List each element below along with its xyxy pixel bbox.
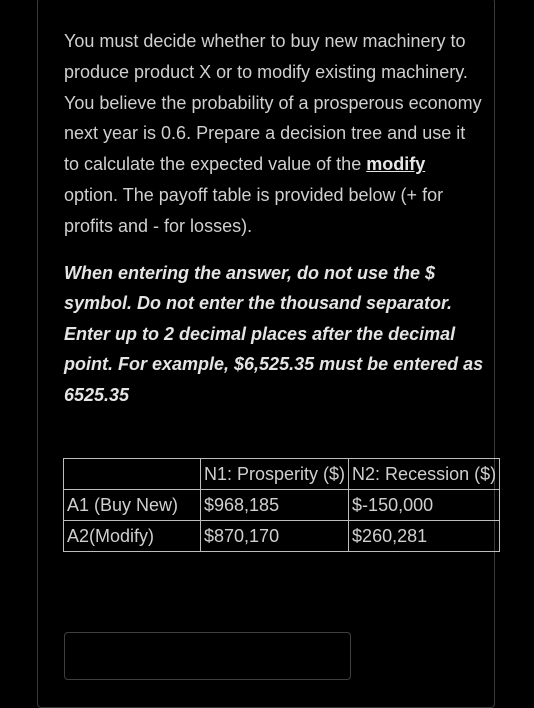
table-cell: A1 (Buy New) [64,490,201,521]
table-cell: $870,170 [201,521,349,552]
answer-instructions: When entering the answer, do not use the $ symbol. Do not enter the thousand separator. Enter up to 2 decimal places after the decimal point. For example, $6,525.35 must be entered as 6525.35 [64,262,484,405]
question-emphasis: modify [366,154,426,175]
question-text-start: You must decide whether to buy new machinery to produce product X or to modify existing machinery. You believe the probability of a prosperous economy next year is 0.6. Prepare a decision tree and use it to calculate the expected value of the [64,31,482,175]
table-cell: $260,281 [349,521,500,552]
table-row [64,490,500,521]
table-header-cell: N2: Recession ($) [349,459,500,490]
table-header-cell [64,459,201,490]
question-text [64,26,484,242]
question-content [64,26,484,411]
table-cell: $-150,000 [349,490,500,521]
table-header-row [64,459,500,490]
table-header-cell: N1: Prosperity ($) [201,459,349,490]
table-row [64,521,500,552]
answer-input[interactable] [64,632,351,680]
question-text-end: option. The payoff table is provided below (+ for profits and - for losses). [64,184,444,236]
payoff-table [63,458,500,552]
table-cell: A2(Modify) [64,521,201,552]
table-cell: $968,185 [201,490,349,521]
